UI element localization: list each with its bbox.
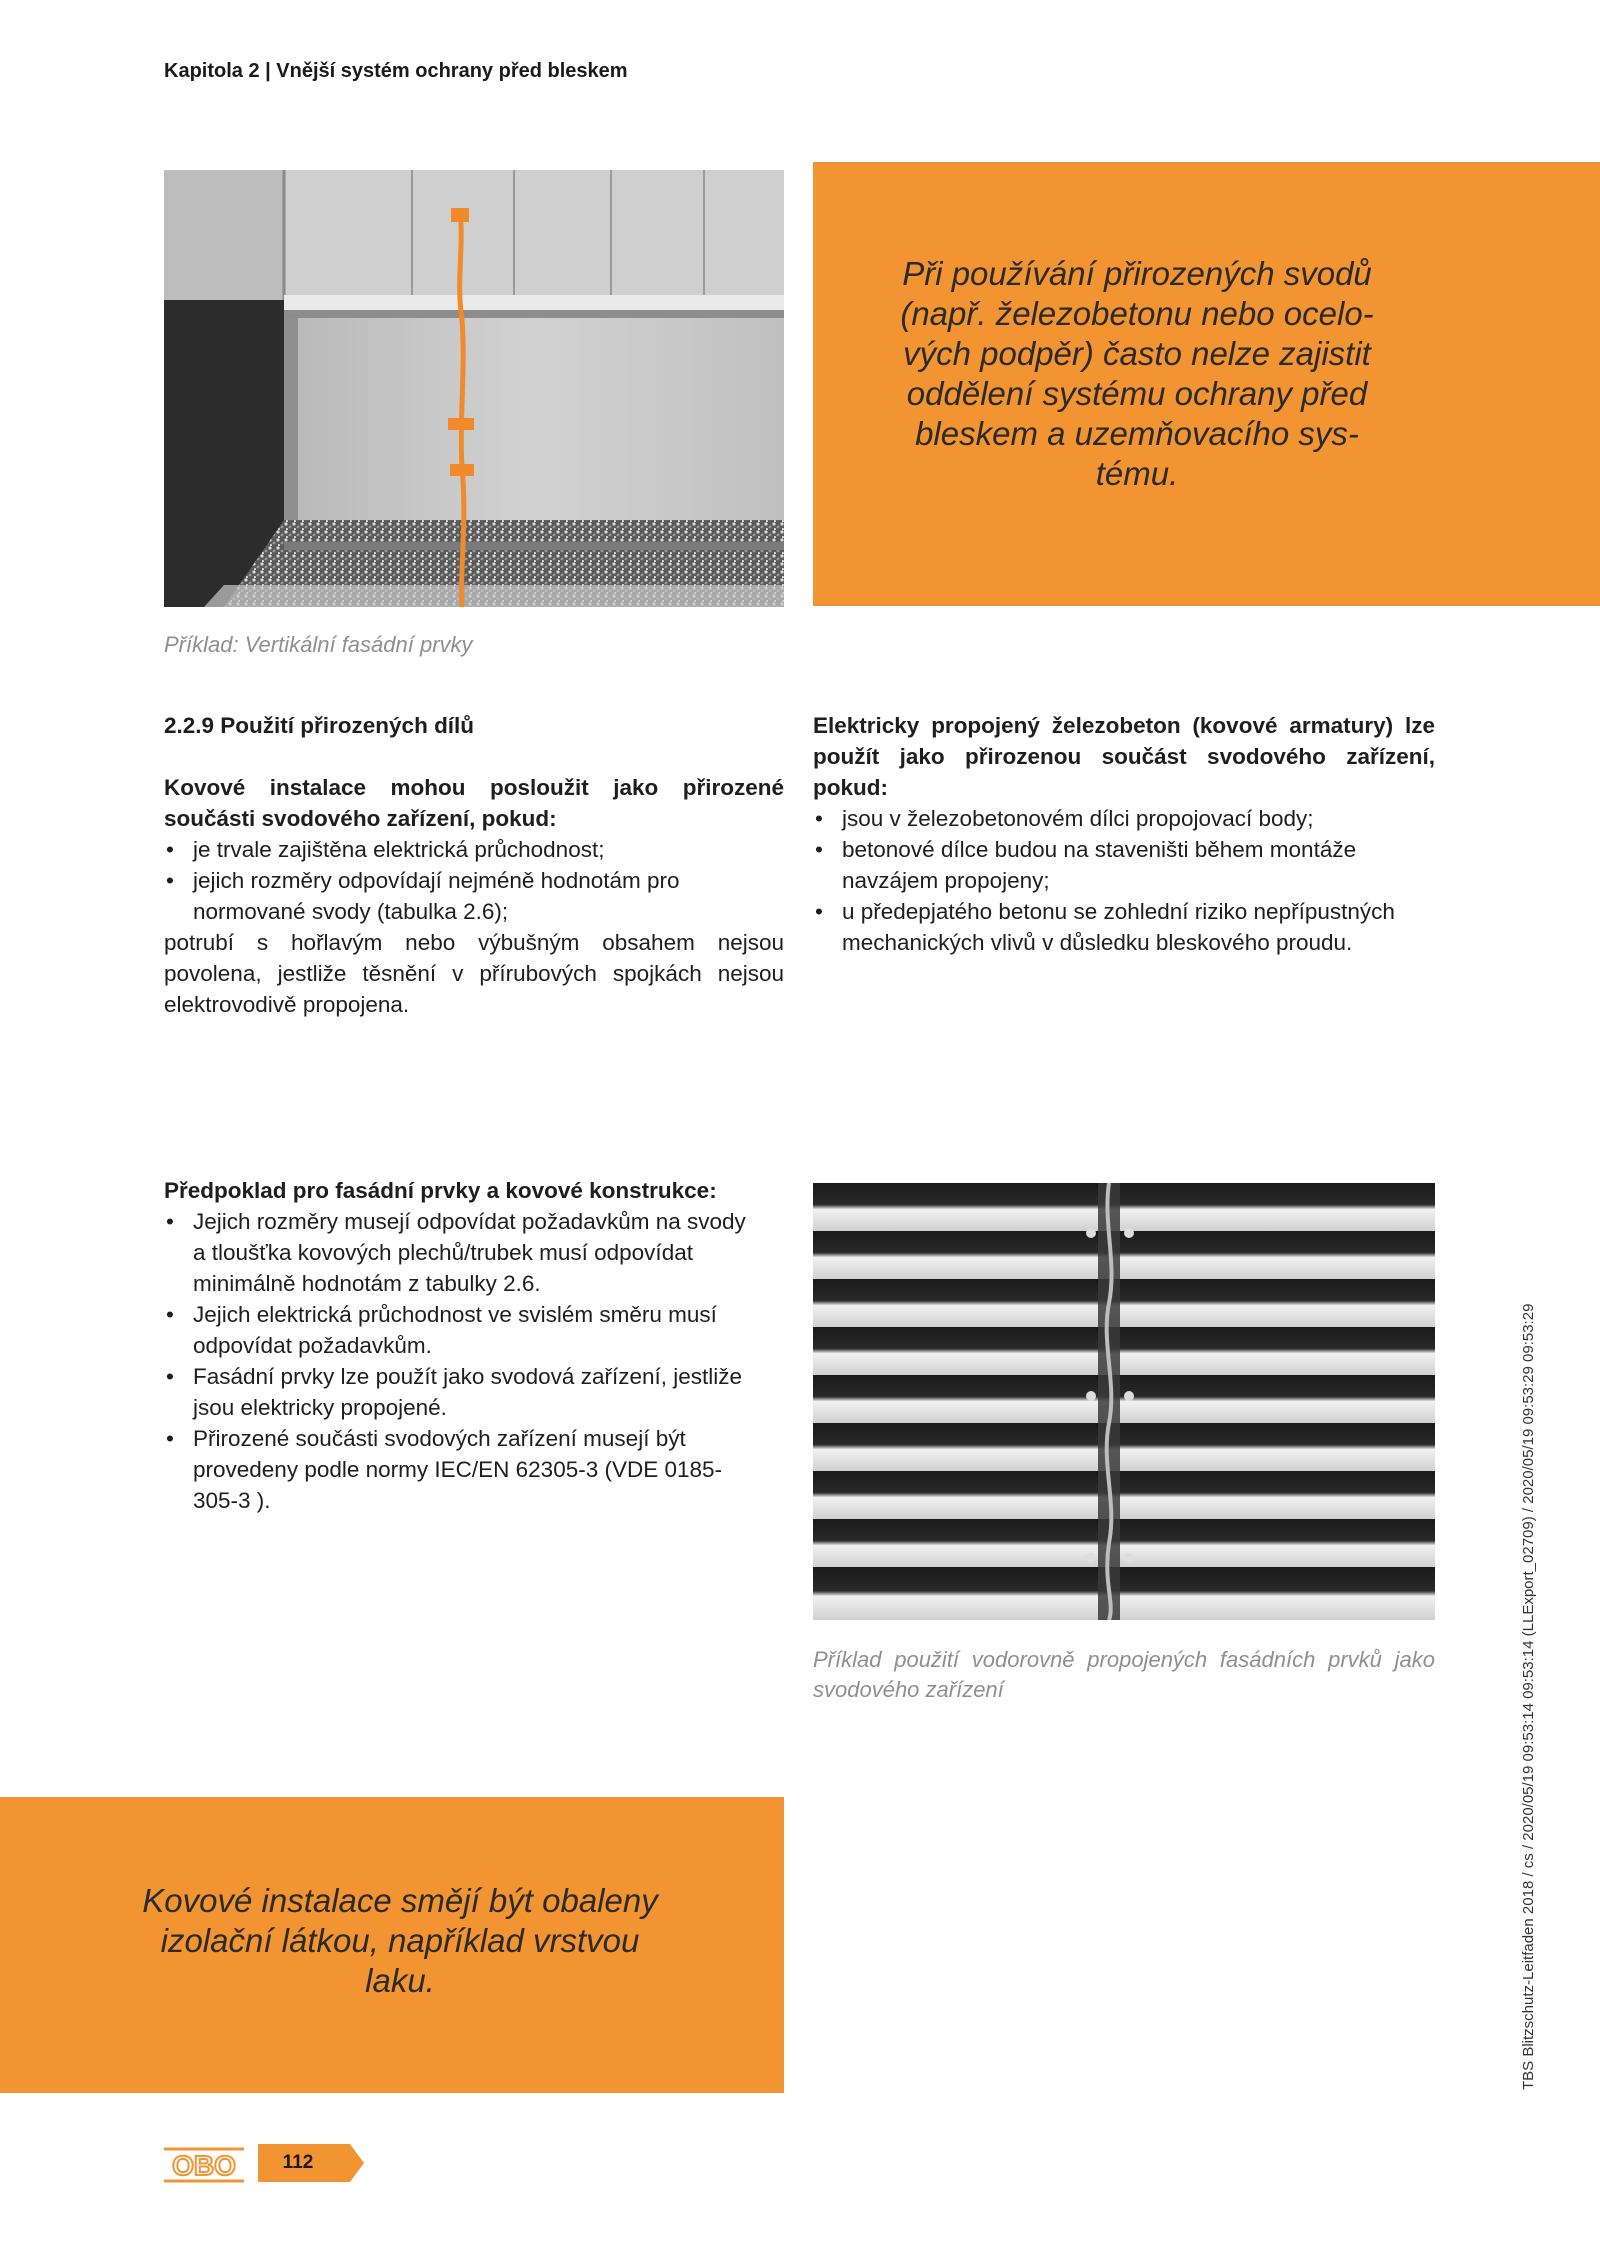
list-item: • Jejich elektrická průchodnost ve svislém směru musí odpovídat požadavkům. xyxy=(166,1302,717,1358)
list-item: • Jejich rozměry musejí odpovídat požadavkům na svody a tloušťka kovových plechů/trubek musí odpovídat minimálně hodnotám z tabulky 2.6. xyxy=(166,1209,746,1296)
obo-logo xyxy=(164,2146,244,2189)
callout-bottom-line: laku. xyxy=(365,1962,435,1999)
figure1-caption: Příklad: Vertikální fasádní prvky xyxy=(164,632,473,657)
callout-top-text xyxy=(857,254,1417,494)
callout-top-line: bleskem a uzemňovacího sys- xyxy=(915,415,1359,452)
list-item: • jsou v železobetonovém dílci propojovací body; xyxy=(815,806,1314,831)
right-bullet-list xyxy=(813,803,1435,958)
facade-vertical-image xyxy=(164,170,784,607)
callout-bottom-line: Kovové instalace smějí být obaleny xyxy=(142,1882,658,1919)
section-bullet-list xyxy=(164,834,784,927)
facade-bullet-list xyxy=(164,1206,784,1516)
facade-horizontal-photo xyxy=(813,1183,1435,1620)
facade-section xyxy=(164,1175,784,1516)
facade-heading: Předpoklad pro fasádní prvky a kovové konstrukce: xyxy=(164,1178,717,1203)
callout-bottom-text xyxy=(120,1881,680,2001)
list-item: • Přirozené součásti svodových zařízení musejí být provedeny podle normy IEC/EN 62305-3 (VDE 0185-305-3 ). xyxy=(166,1426,723,1513)
section-left xyxy=(164,710,784,1020)
callout-top-line: vých podpěr) často nelze zajistit xyxy=(903,335,1371,372)
right-heading: Elektricky propojený železobeton (kovové armatury) lze použít jako přirozenou součást svodového zařízení, pokud: xyxy=(813,713,1435,800)
section-intro: Kovové instalace mohou posloužit jako přirozené součásti svodového zařízení, pokud: xyxy=(164,775,784,831)
obo-logo-icon xyxy=(164,2146,244,2184)
logo-text: OBO xyxy=(172,2150,236,2181)
side-production-note: TBS Blitzschutz-Leitfaden 2018 / cs / 2020/05/19 09:53:14 09:53:14 (LLExport_02709) / 2020/05/19 09:53:29 09:53:29 xyxy=(1520,1303,1537,2090)
list-item: • jejich rozměry odpovídají nejméně hodnotám pro normované svody (tabulka 2.6); xyxy=(166,868,680,924)
callout-bottom xyxy=(0,1797,784,2093)
list-item: • u předepjatého betonu se zohlední riziko nepřípustných mechanických vlivů v důsledku bleskového proudu. xyxy=(815,899,1395,955)
section-title: 2.2.9 Použití přirozených dílů xyxy=(164,713,475,738)
figure2-caption: Příklad použití vodorovně propojených fasádních prvků jako svodového zařízení xyxy=(813,1647,1435,1702)
callout-top-line: Při používání přirozených svodů xyxy=(902,255,1372,292)
callout-top-line: (např. železobetonu nebo ocelo- xyxy=(900,295,1374,332)
page-number-tab xyxy=(258,2144,364,2182)
callout-top xyxy=(813,162,1600,606)
callout-top-line: oddělení systému ochrany před xyxy=(906,375,1368,412)
list-item: • je trvale zajištěna elektrická průchodnost; xyxy=(166,837,605,862)
list-item: • Fasádní prvky lze použít jako svodová zařízení, jestliže jsou elektricky propojené. xyxy=(166,1364,743,1420)
callout-top-line: tému. xyxy=(1095,455,1179,492)
facade-vertical-photo xyxy=(164,170,784,607)
chapter-header: Kapitola 2 | Vnější systém ochrany před bleskem xyxy=(164,60,628,82)
facade-horizontal-image xyxy=(813,1183,1435,1620)
list-item: • betonové dílce budou na staveništi během montáže navzájem propojeny; xyxy=(815,837,1357,893)
callout-bottom-line: izolační látkou, například vrstvou xyxy=(160,1922,640,1959)
section-right xyxy=(813,710,1435,958)
page-number: 112 xyxy=(282,2152,314,2173)
section-after: potrubí s hořlavým nebo výbušným obsahem nejsou povolena, jestliže těsnění v přírubových spojkách nejsou elektrovodivě propojena. xyxy=(164,930,784,1017)
